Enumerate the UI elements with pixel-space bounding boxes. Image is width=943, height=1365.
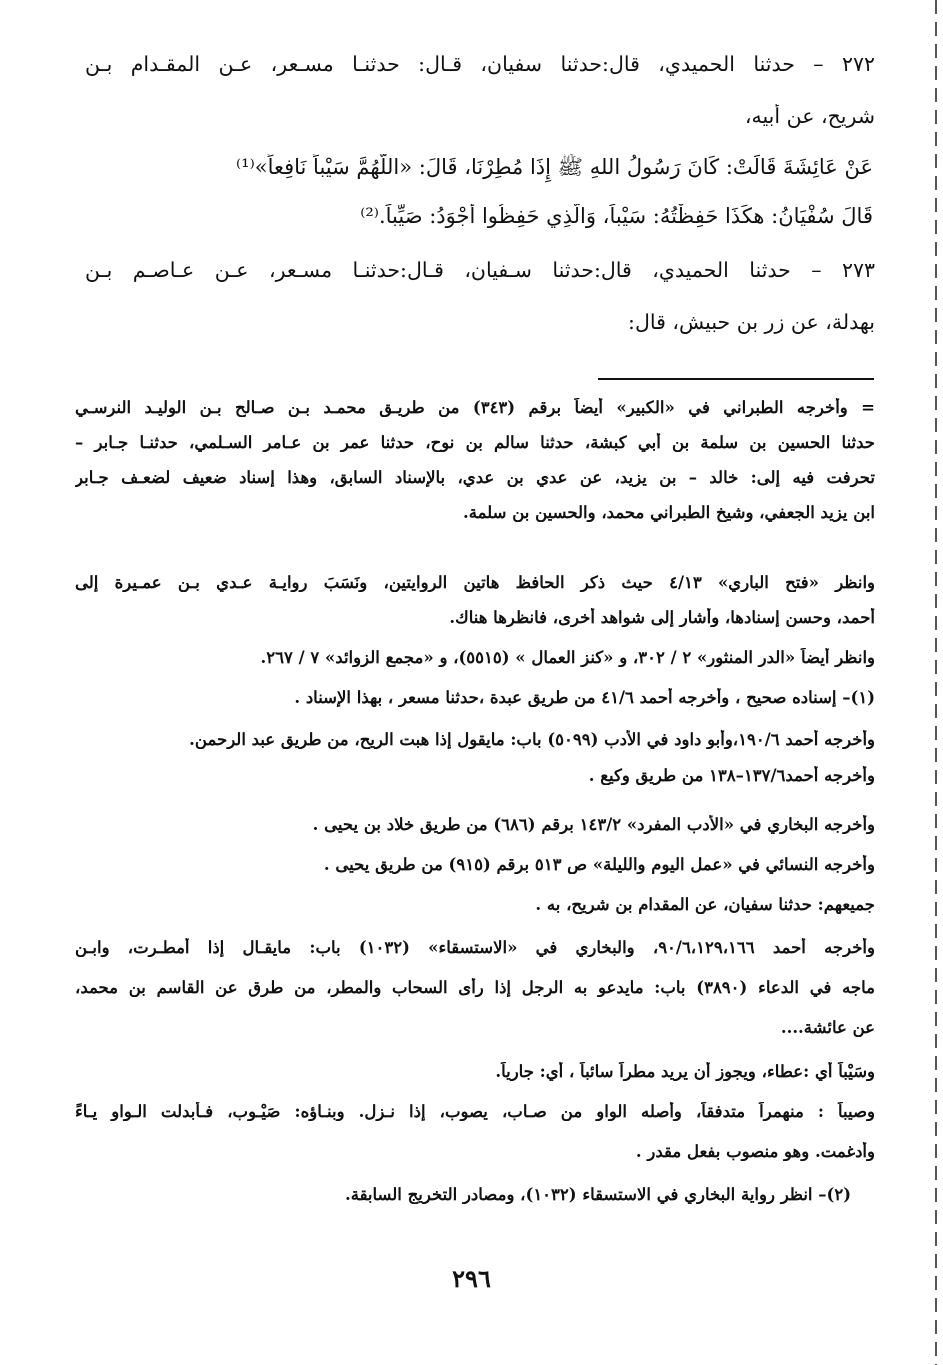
hadith-273-line-2: بهدلة، عن زر بن حبيش، قال: (628, 310, 875, 334)
footnote-line: وأخرجه النسائي في «عمل اليوم والليلة» ص ٥١٣ برقم (٩١٥) من طريق يحيى . (323, 855, 875, 874)
footnote-line: (٢)– انظر رواية البخاري في الاستسقاء (١٠٣٢)، ومصادر التخريج السابقة. (345, 1185, 851, 1204)
footnote-line: ماجه في الدعاء (٣٨٩٠) باب: مايدعو به الرجل إذا رأى السحاب والمطر، من طرق عن القاسم بن محمد، (75, 978, 875, 997)
footnote-line: أحمد، وحسن إسنادها، وأشار إلى شواهد أخرى، فانظرها هناك. (449, 608, 875, 627)
footnote-line: جميعهم: حدثنا سفيان، عن المقدام بن شريح، به . (535, 895, 875, 914)
footnote-line: ابن يزيد الجعفي، وشيخ الطبراني محمد، والحسين بن سلمة. (463, 503, 875, 522)
scan-edge (935, 0, 937, 1365)
footnote-separator (598, 378, 874, 380)
footnote-line: وانظر أيضاً «الدر المنثور» ٢ / ٣٠٢، و «كنز العمال » (٥٥١٥)، و «مجمع الزوائد» ٧ / ٢٦٧. (260, 648, 875, 667)
hadith-273-line-1: ٢٧٣ – حدثنا الحميدي، قال:حدثنا سـفيان، قـال:حدثنـا مسـعر، عـن عـاصـم بـن (85, 258, 875, 282)
hadith-272-matn-1: عَنْ عَائِشَةَ قَالَتْ: كَانَ رَسُولُ اللهِ ﷺ إِذَا مُطِرْنَا، قَالَ: «اللَّهُمَّ سَيْباً نَافِعاً»⁽¹⁾ (235, 155, 873, 179)
page-number: ٢٩٦ (452, 1264, 491, 1293)
footnote-line: وأخرجه أحمد ١٩٠/٦،وأبو داود في الأدب (٥٠٩٩) باب: مايقول إذا هبت الريح، من طريق عبد الرحمن. (189, 730, 875, 749)
footnote-line: عن عائشة.... (780, 1018, 875, 1037)
footnote-line: وأخرجه أحمد١٣٧/٦–١٣٨ من طريق وكيع . (588, 766, 875, 785)
footnote-line: (١)– إسناده صحيح ، وأخرجه أحمد ٤١/٦ من طريق عبدة ،حدثنا مسعر ، بهذا الإسناد . (294, 688, 875, 707)
footnote-line: = وأخرجه الطبراني في «الكبير» أيضاً برقم (٣٤٣) من طريـق محمـد بـن صـالح بـن الوليـد النرسـي (75, 398, 875, 417)
hadith-272-line-2: شريح، عن أبيه، (744, 104, 875, 128)
footnote-line: وصيباً : منهمراً متدفقاً، وأصله الواو من صـاب، يصوب، إذا نـزل. وبنـاؤه: صَيْـوب، فـأبدلت الـواو يـاءً (75, 1102, 875, 1121)
footnote-line: تحرفت فيه إلى: خالد – بن يزيد، عن عدي بن عدي، بالإسناد السابق، وهذا إسناد ضعيف لضعـف جـابر (75, 468, 875, 487)
footnote-line: وأخرجه أحمد ٩٠/٦،١٢٩،١٦٦، والبخاري في «الاستسقاء» (١٠٣٢) باب: مايقـال إذا أمطـرت، وابـن (75, 938, 875, 957)
hadith-272-line-1: ٢٧٢ – حدثنا الحميدي، قال:حدثنا سفيان، قـال: حدثنـا مسـعر، عـن المقـدام بـن (85, 52, 875, 76)
footnote-line: حدثنا الحسين بن سلمة بن أبي كبشة، حدثنا سالم بن نوح، حدثنا عمر بن عـامر السـلمي، حدثنـا جـابر – (75, 433, 875, 452)
footnote-line: وأخرجه البخاري في «الأدب المفرد» ١٤٣/٢ برقم (٦٨٦) من طريق خلاد بن يحيى . (312, 815, 875, 834)
hadith-272-matn-2: قَالَ سُفْيَانُ: هكَذَا حَفِظْتُهُ: سَيْباً، وَالَّذِي حَفِظُوا أَجْوَدُ: صَيِّباً.⁽²⁾ (360, 204, 873, 228)
footnote-line: وانظر «فتح الباري» ٤/١٣ حيث ذكر الحافظ هاتين الروايتين، ونَسَبَ روايـة عـدي بـن عمـيرة إلى (75, 573, 875, 592)
footnote-line: وسَيْباً أي :عطاء، ويجوز أن يريد مطراً سائباً ، أي: جارياً. (495, 1062, 875, 1081)
footnote-line: وأدغمت. وهو منصوب بفعل مقدر . (635, 1142, 875, 1161)
